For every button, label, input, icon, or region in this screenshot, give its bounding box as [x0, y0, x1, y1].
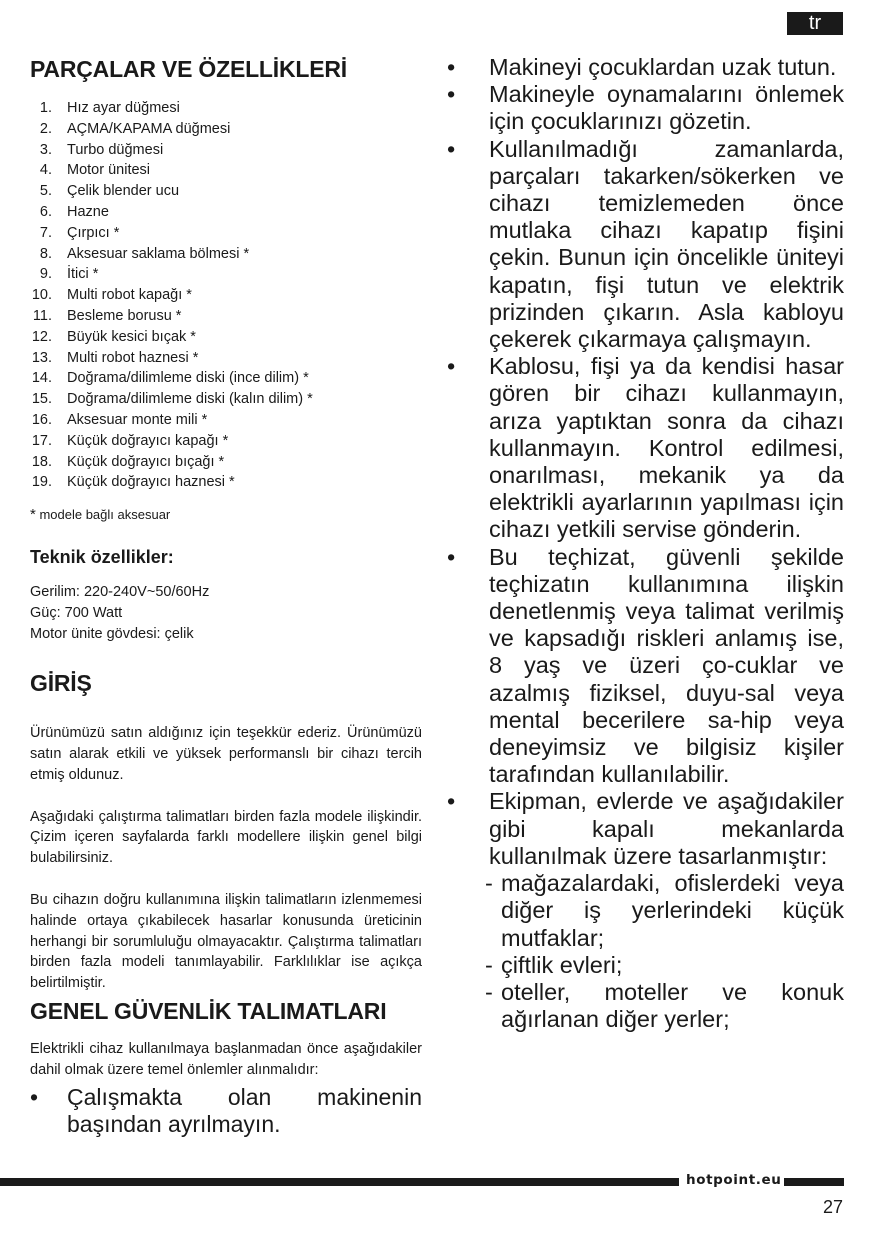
safety-title: GENEL GÜVENLİK TALIMATLARI: [30, 997, 387, 1024]
bullet-text: Kullanılmadığı zamanlarda, parçaları takarken/sökerken ve cihazı temizlemeden önce mutlaka cihazı kapatıp fişini çekin. Bunun için öncelikle üniteyi kapatın, fişi tutun ve elektrik prizinden çıkarın. Asla kabloyu çekerek çıkarmaya çalışmayın.: [489, 135, 844, 353]
dash-mark: -: [485, 951, 493, 978]
safety-bullet: [447, 54, 844, 81]
part-number: 13.: [31, 349, 52, 366]
dash-item: [485, 952, 844, 979]
intro-paragraph: Aşağıdaki çalıştırma talimatları birden fazla modele ilişkindir. Çizim içeren sayfalarda farklı modellere ilişkin genel bilgi bulabilirsiniz.: [30, 808, 422, 867]
safety-bullet: [447, 544, 844, 789]
part-number: 15.: [31, 391, 52, 408]
part-number: 10.: [31, 287, 52, 304]
page-number: 27: [823, 1197, 844, 1217]
intro-title: GİRİŞ: [30, 670, 92, 697]
safety-intro: Elektrikli cihaz kullanılmaya başlanmadan önce aşağıdakiler dahil olmak üzere temel önlemler alınmalıdır:: [30, 1040, 422, 1078]
bullet-mark: •: [447, 543, 456, 570]
part-item: [30, 431, 422, 452]
safety-bullet: [447, 353, 844, 543]
bullet-mark: •: [447, 81, 456, 108]
part-number: 4.: [39, 162, 52, 179]
dash-mark: -: [485, 978, 493, 1005]
parts-list: [30, 98, 422, 493]
bullet-mark: •: [447, 788, 456, 815]
bullet-mark: •: [30, 1083, 39, 1110]
part-number: 16.: [31, 411, 52, 428]
part-number: 5.: [39, 183, 52, 200]
part-label: Besleme borusu *: [67, 307, 182, 324]
intro-paragraph: Ürünümüzü satın aldığınız için teşekkür ederiz. Ürünümüzü satın alarak etkili ve yüksek performanslı bir cihazı tercih etmiş oldunuz.: [30, 725, 422, 783]
part-number: 19.: [31, 474, 52, 491]
part-item: [30, 223, 422, 244]
part-label: Küçük doğrayıcı haznesi *: [67, 474, 235, 491]
part-item: [30, 306, 422, 327]
part-label: Küçük doğrayıcı kapağı *: [67, 432, 229, 449]
part-item: [30, 327, 422, 348]
left-column: [30, 54, 422, 1139]
part-number: 2.: [39, 120, 52, 137]
part-item: [30, 285, 422, 306]
part-number: 12.: [31, 328, 52, 345]
part-number: 18.: [31, 453, 52, 470]
dash-text: çiftlik evleri;: [501, 951, 623, 978]
part-label: Hız ayar düğmesi: [67, 100, 180, 116]
part-number: 8.: [39, 245, 52, 262]
part-item: [30, 368, 422, 389]
safety-bullet: • Çalışmakta olan makinenin başından ayrılmayın.: [30, 1083, 422, 1137]
part-label: Multi robot haznesi *: [67, 349, 199, 366]
part-label: Multi robot kapağı *: [67, 287, 192, 304]
part-item: [30, 140, 422, 161]
language-tag: tr: [787, 12, 843, 35]
part-label: Aksesuar saklama bölmesi *: [67, 245, 250, 262]
spec-power: Güç: 700 Watt: [30, 605, 123, 622]
part-item: [30, 348, 422, 369]
part-item: [30, 389, 422, 410]
part-label: Hazne: [67, 203, 109, 220]
dash-text: mağazalardaki, ofislerdeki veya diğer iş yerlerindeki küçük mutfaklar;: [501, 870, 844, 951]
part-label: İtici *: [67, 266, 99, 283]
spec-body: Motor ünite gövdesi: çelik: [30, 626, 194, 643]
part-item: [30, 244, 422, 265]
part-item: [30, 98, 422, 119]
part-number: 17.: [31, 432, 52, 449]
part-item: [30, 160, 422, 181]
dash-item: [485, 870, 844, 952]
bullet-text: Ekipman, evlerde ve aşağıdakiler gibi kapalı mekanlarda kullanılmak üzere tasarlanmıştır:: [489, 788, 844, 869]
part-number: 9.: [39, 266, 52, 283]
dash-mark: -: [485, 870, 493, 897]
part-number: 6.: [39, 203, 52, 220]
brand-logo: hotpoint.eu: [686, 1172, 782, 1188]
footer-bar: [784, 1178, 844, 1186]
part-item: [30, 181, 422, 202]
part-item: [30, 264, 422, 285]
right-column: [447, 54, 844, 1033]
parts-title: PARÇALAR VE ÖZELLİKLERİ: [30, 56, 347, 82]
part-label: Küçük doğrayıcı bıçağı *: [67, 453, 225, 470]
bullet-mark: •: [447, 54, 456, 80]
part-number: 14.: [31, 370, 52, 387]
part-item: [30, 452, 422, 473]
safety-bullet: [447, 81, 844, 135]
footer-bar: [0, 1178, 679, 1186]
part-label: Turbo düğmesi: [67, 141, 164, 158]
bullet-text: Makineyi çocuklardan uzak tutun.: [489, 54, 837, 80]
accessory-footnote: * modele bağlı aksesuar: [30, 506, 171, 524]
part-number: 7.: [39, 224, 52, 241]
part-label: Çırpıcı *: [67, 224, 120, 241]
part-label: Büyük kesici bıçak *: [67, 328, 196, 345]
bullet-mark: •: [447, 135, 456, 162]
part-label: Doğrama/dilimleme diski (kalın dilim) *: [67, 391, 313, 408]
spec-voltage: Gerilim: 220-240V~50/60Hz: [30, 584, 210, 601]
safety-bullet: [447, 136, 844, 354]
dash-text: oteller, moteller ve konuk ağırlanan diğer yerler;: [501, 978, 844, 1033]
part-item: [30, 202, 422, 223]
part-item: [30, 119, 422, 140]
tech-specs-title: Teknik özellikler:: [30, 547, 174, 568]
dash-item: [485, 979, 844, 1033]
bullet-text: Bu teçhizat, güvenli şekilde teçhizatın kullanımına ilişkin denetlenmiş veya talimat verilmiş ve kapsadığı riskleri anlamış ise, 8 yaş ve üzeri ço-cuklar ve azalmış fiziksel, duyu-sal veya mental becerilere sa-hip veya deneyimsiz ve bilgisiz kişiler tarafından kullanılabilir.: [489, 543, 844, 788]
part-item: [30, 472, 422, 493]
intro-paragraph: Bu cihazın doğru kullanımına ilişkin talimatların izlenmemesi halinde ortaya çıkabilecek hasarlar konusunda üreticinin herhangi bir sorumluluğu olmayacaktır. Çalıştırma talimatları birden fazla modeli tanımlayabilir. Farklılıklar ise açıkça belirtilmiştir.: [30, 891, 422, 992]
part-number: 11.: [32, 307, 52, 324]
bullet-text: Kablosu, fişi ya da kendisi hasar gören bir cihazı kullanmayın, arıza yaptıktan sonra da cihazı kullanmayın. Kontrol edilmesi, onarılması, mekanik ya da elektrikli ayarlarının yapılması için cihazı yetkili servise gönderin.: [489, 353, 844, 543]
part-label: Motor ünitesi: [67, 162, 151, 179]
bullet-text: Makineyle oynamalarını önlemek için çocuklarınızı gözetin.: [489, 81, 844, 135]
part-label: AÇMA/KAPAMA düğmesi: [67, 120, 231, 137]
bullet-mark: •: [447, 353, 456, 380]
part-number: 3.: [39, 141, 52, 158]
part-label: Çelik blender ucu: [67, 183, 180, 200]
safety-bullet: [447, 788, 844, 870]
part-label: Aksesuar monte mili *: [67, 411, 208, 428]
part-label: Doğrama/dilimleme diski (ince dilim) *: [67, 370, 309, 387]
part-item: [30, 410, 422, 431]
part-number: 1.: [39, 100, 52, 116]
tech-specs: [30, 582, 422, 645]
